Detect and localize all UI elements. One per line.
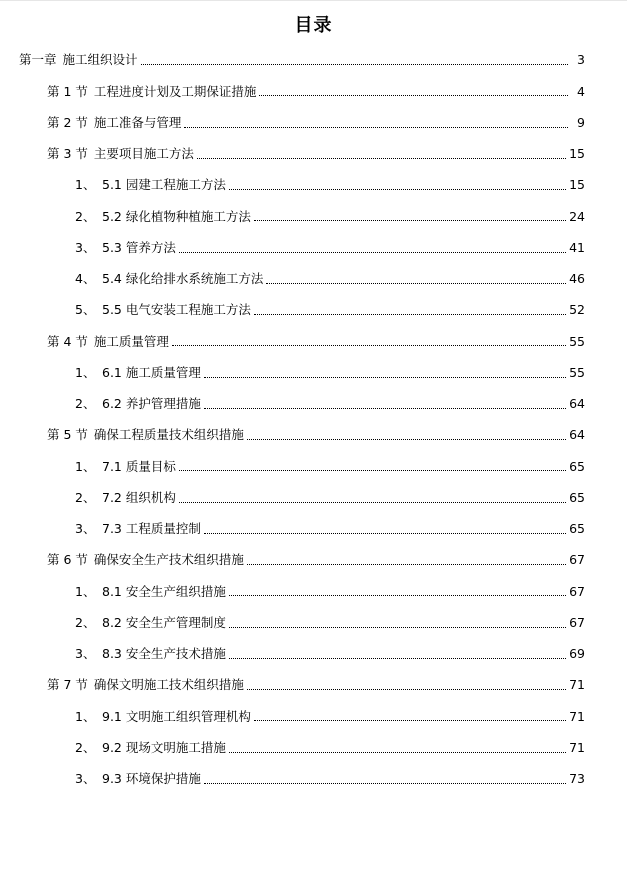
toc-entry-number: 第 3 节 — [47, 146, 88, 162]
toc-entry-page-number: 71 — [569, 708, 585, 724]
toc-entry[interactable] — [0, 295, 627, 326]
toc-entry[interactable] — [0, 108, 627, 139]
toc-entry-number: 2、 — [75, 396, 96, 412]
toc-entry[interactable] — [0, 608, 627, 639]
toc-dot-leader — [204, 533, 566, 534]
toc-dot-leader — [229, 627, 566, 628]
toc-entry-number: 1、 — [75, 708, 96, 724]
toc-entry-page-number: 3 — [577, 52, 585, 68]
toc-entry-number: 2、 — [75, 614, 96, 630]
toc-entry-title: 8.2 安全生产管理制度 — [102, 614, 226, 630]
toc-dot-leader — [204, 783, 566, 784]
toc-dot-leader — [266, 283, 566, 284]
toc-entry[interactable] — [0, 545, 627, 576]
toc-entry-number: 3、 — [75, 521, 96, 537]
toc-entry-number: 第 7 节 — [47, 677, 88, 693]
toc-entry[interactable] — [0, 170, 627, 201]
toc-entry-title: 主要项目施工方法 — [93, 146, 194, 162]
toc-entry-page-number: 73 — [569, 771, 585, 787]
toc-dot-leader — [204, 408, 566, 409]
toc-entry-page-number: 4 — [577, 83, 585, 99]
toc-entry-title: 确保文明施工技术组织措施 — [93, 677, 244, 693]
toc-entry-page-number: 67 — [569, 583, 585, 599]
toc-entry-title: 5.2 绿化植物种植施工方法 — [102, 208, 251, 224]
toc-dot-leader — [229, 658, 566, 659]
toc-entry-number: 第 4 节 — [47, 333, 88, 349]
toc-entry-page-number: 65 — [569, 458, 585, 474]
toc-entry-number: 第一章 — [19, 52, 57, 68]
toc-entry-number: 第 6 节 — [47, 552, 88, 568]
toc-entry-title: 施工准备与管理 — [93, 114, 182, 130]
toc-list — [0, 45, 627, 795]
toc-entry-title: 5.3 管养方法 — [102, 239, 176, 255]
toc-entry-title: 6.2 养护管理措施 — [102, 396, 201, 412]
toc-entry-page-number: 55 — [569, 333, 585, 349]
toc-entry[interactable] — [0, 358, 627, 389]
toc-entry[interactable] — [0, 733, 627, 764]
toc-entry-title: 8.1 安全生产组织措施 — [102, 583, 226, 599]
toc-dot-leader — [229, 595, 566, 596]
toc-entry-number: 2、 — [75, 739, 96, 755]
toc-entry-title: 确保安全生产技术组织措施 — [93, 552, 244, 568]
toc-entry[interactable] — [0, 483, 627, 514]
toc-dot-leader — [247, 689, 566, 690]
toc-entry-number: 1、 — [75, 177, 96, 193]
toc-entry[interactable] — [0, 670, 627, 701]
toc-entry-page-number: 41 — [569, 239, 585, 255]
toc-title: 目录 — [294, 15, 333, 36]
toc-entry[interactable] — [0, 264, 627, 295]
toc-dot-leader — [184, 127, 568, 128]
toc-entry-page-number: 24 — [569, 208, 585, 224]
toc-entry-number: 2、 — [75, 489, 96, 505]
toc-entry-page-number: 67 — [569, 614, 585, 630]
toc-entry-page-number: 9 — [577, 114, 585, 130]
toc-entry-page-number: 65 — [569, 489, 585, 505]
toc-entry[interactable] — [0, 764, 627, 795]
toc-entry-number: 第 2 节 — [47, 114, 88, 130]
toc-dot-leader — [254, 314, 566, 315]
toc-dot-leader — [247, 564, 566, 565]
toc-entry-title: 8.3 安全生产技术措施 — [102, 646, 226, 662]
toc-dot-leader — [141, 64, 568, 65]
toc-entry-number: 5、 — [75, 302, 96, 318]
toc-dot-leader — [179, 470, 566, 471]
toc-entry[interactable] — [0, 389, 627, 420]
toc-entry-title: 工程进度计划及工期保证措施 — [93, 83, 257, 99]
toc-entry-page-number: 52 — [569, 302, 585, 318]
toc-entry-title: 施工质量管理 — [93, 333, 169, 349]
toc-entry-title: 7.1 质量目标 — [102, 458, 176, 474]
toc-entry[interactable] — [0, 326, 627, 357]
toc-entry-page-number: 55 — [569, 364, 585, 380]
toc-entry-title: 5.5 电气安装工程施工方法 — [102, 302, 251, 318]
toc-entry-title: 7.2 组织机构 — [102, 489, 176, 505]
toc-entry[interactable] — [0, 639, 627, 670]
toc-entry-number: 4、 — [75, 271, 96, 287]
toc-entry-number: 第 5 节 — [47, 427, 88, 443]
toc-entry-title: 9.2 现场文明施工措施 — [102, 739, 226, 755]
toc-entry[interactable] — [0, 576, 627, 607]
toc-entry[interactable] — [0, 139, 627, 170]
toc-entry-page-number: 71 — [569, 739, 585, 755]
toc-entry-title: 6.1 施工质量管理 — [102, 364, 201, 380]
toc-dot-leader — [179, 252, 566, 253]
toc-entry-number: 3、 — [75, 646, 96, 662]
toc-entry-title: 9.1 文明施工组织管理机构 — [102, 708, 251, 724]
toc-entry-title: 9.3 环境保护措施 — [102, 771, 201, 787]
toc-entry-number: 1、 — [75, 458, 96, 474]
toc-entry-page-number: 65 — [569, 521, 585, 537]
toc-entry[interactable] — [0, 45, 627, 76]
toc-entry-page-number: 69 — [569, 646, 585, 662]
toc-entry-number: 3、 — [75, 239, 96, 255]
toc-entry[interactable] — [0, 701, 627, 732]
toc-dot-leader — [179, 502, 566, 503]
toc-entry[interactable] — [0, 76, 627, 107]
toc-entry-number: 3、 — [75, 771, 96, 787]
toc-dot-leader — [254, 220, 566, 221]
toc-entry-page-number: 46 — [569, 271, 585, 287]
toc-dot-leader — [229, 189, 566, 190]
toc-entry-title: 7.3 工程质量控制 — [102, 521, 201, 537]
toc-dot-leader — [254, 720, 566, 721]
toc-dot-leader — [204, 377, 566, 378]
toc-entry-page-number: 71 — [569, 677, 585, 693]
toc-dot-leader — [197, 158, 566, 159]
toc-entry[interactable] — [0, 451, 627, 482]
toc-dot-leader — [259, 95, 568, 96]
toc-entry-title: 确保工程质量技术组织措施 — [93, 427, 244, 443]
toc-entry-page-number: 64 — [569, 396, 585, 412]
toc-entry[interactable] — [0, 233, 627, 264]
toc-entry-number: 第 1 节 — [47, 83, 88, 99]
toc-dot-leader — [229, 752, 566, 753]
toc-entry-title: 5.4 绿化给排水系统施工方法 — [102, 271, 264, 287]
toc-entry-number: 1、 — [75, 583, 96, 599]
toc-entry-page-number: 15 — [569, 177, 585, 193]
toc-entry[interactable] — [0, 420, 627, 451]
toc-entry-title: 5.1 园建工程施工方法 — [102, 177, 226, 193]
toc-dot-leader — [172, 345, 566, 346]
toc-entry-page-number: 64 — [569, 427, 585, 443]
toc-entry[interactable] — [0, 514, 627, 545]
toc-entry[interactable] — [0, 201, 627, 232]
toc-entry-page-number: 67 — [569, 552, 585, 568]
toc-entry-page-number: 15 — [569, 146, 585, 162]
toc-entry-title: 施工组织设计 — [62, 52, 138, 68]
toc-dot-leader — [247, 439, 566, 440]
toc-entry-number: 2、 — [75, 208, 96, 224]
toc-entry-number: 1、 — [75, 364, 96, 380]
